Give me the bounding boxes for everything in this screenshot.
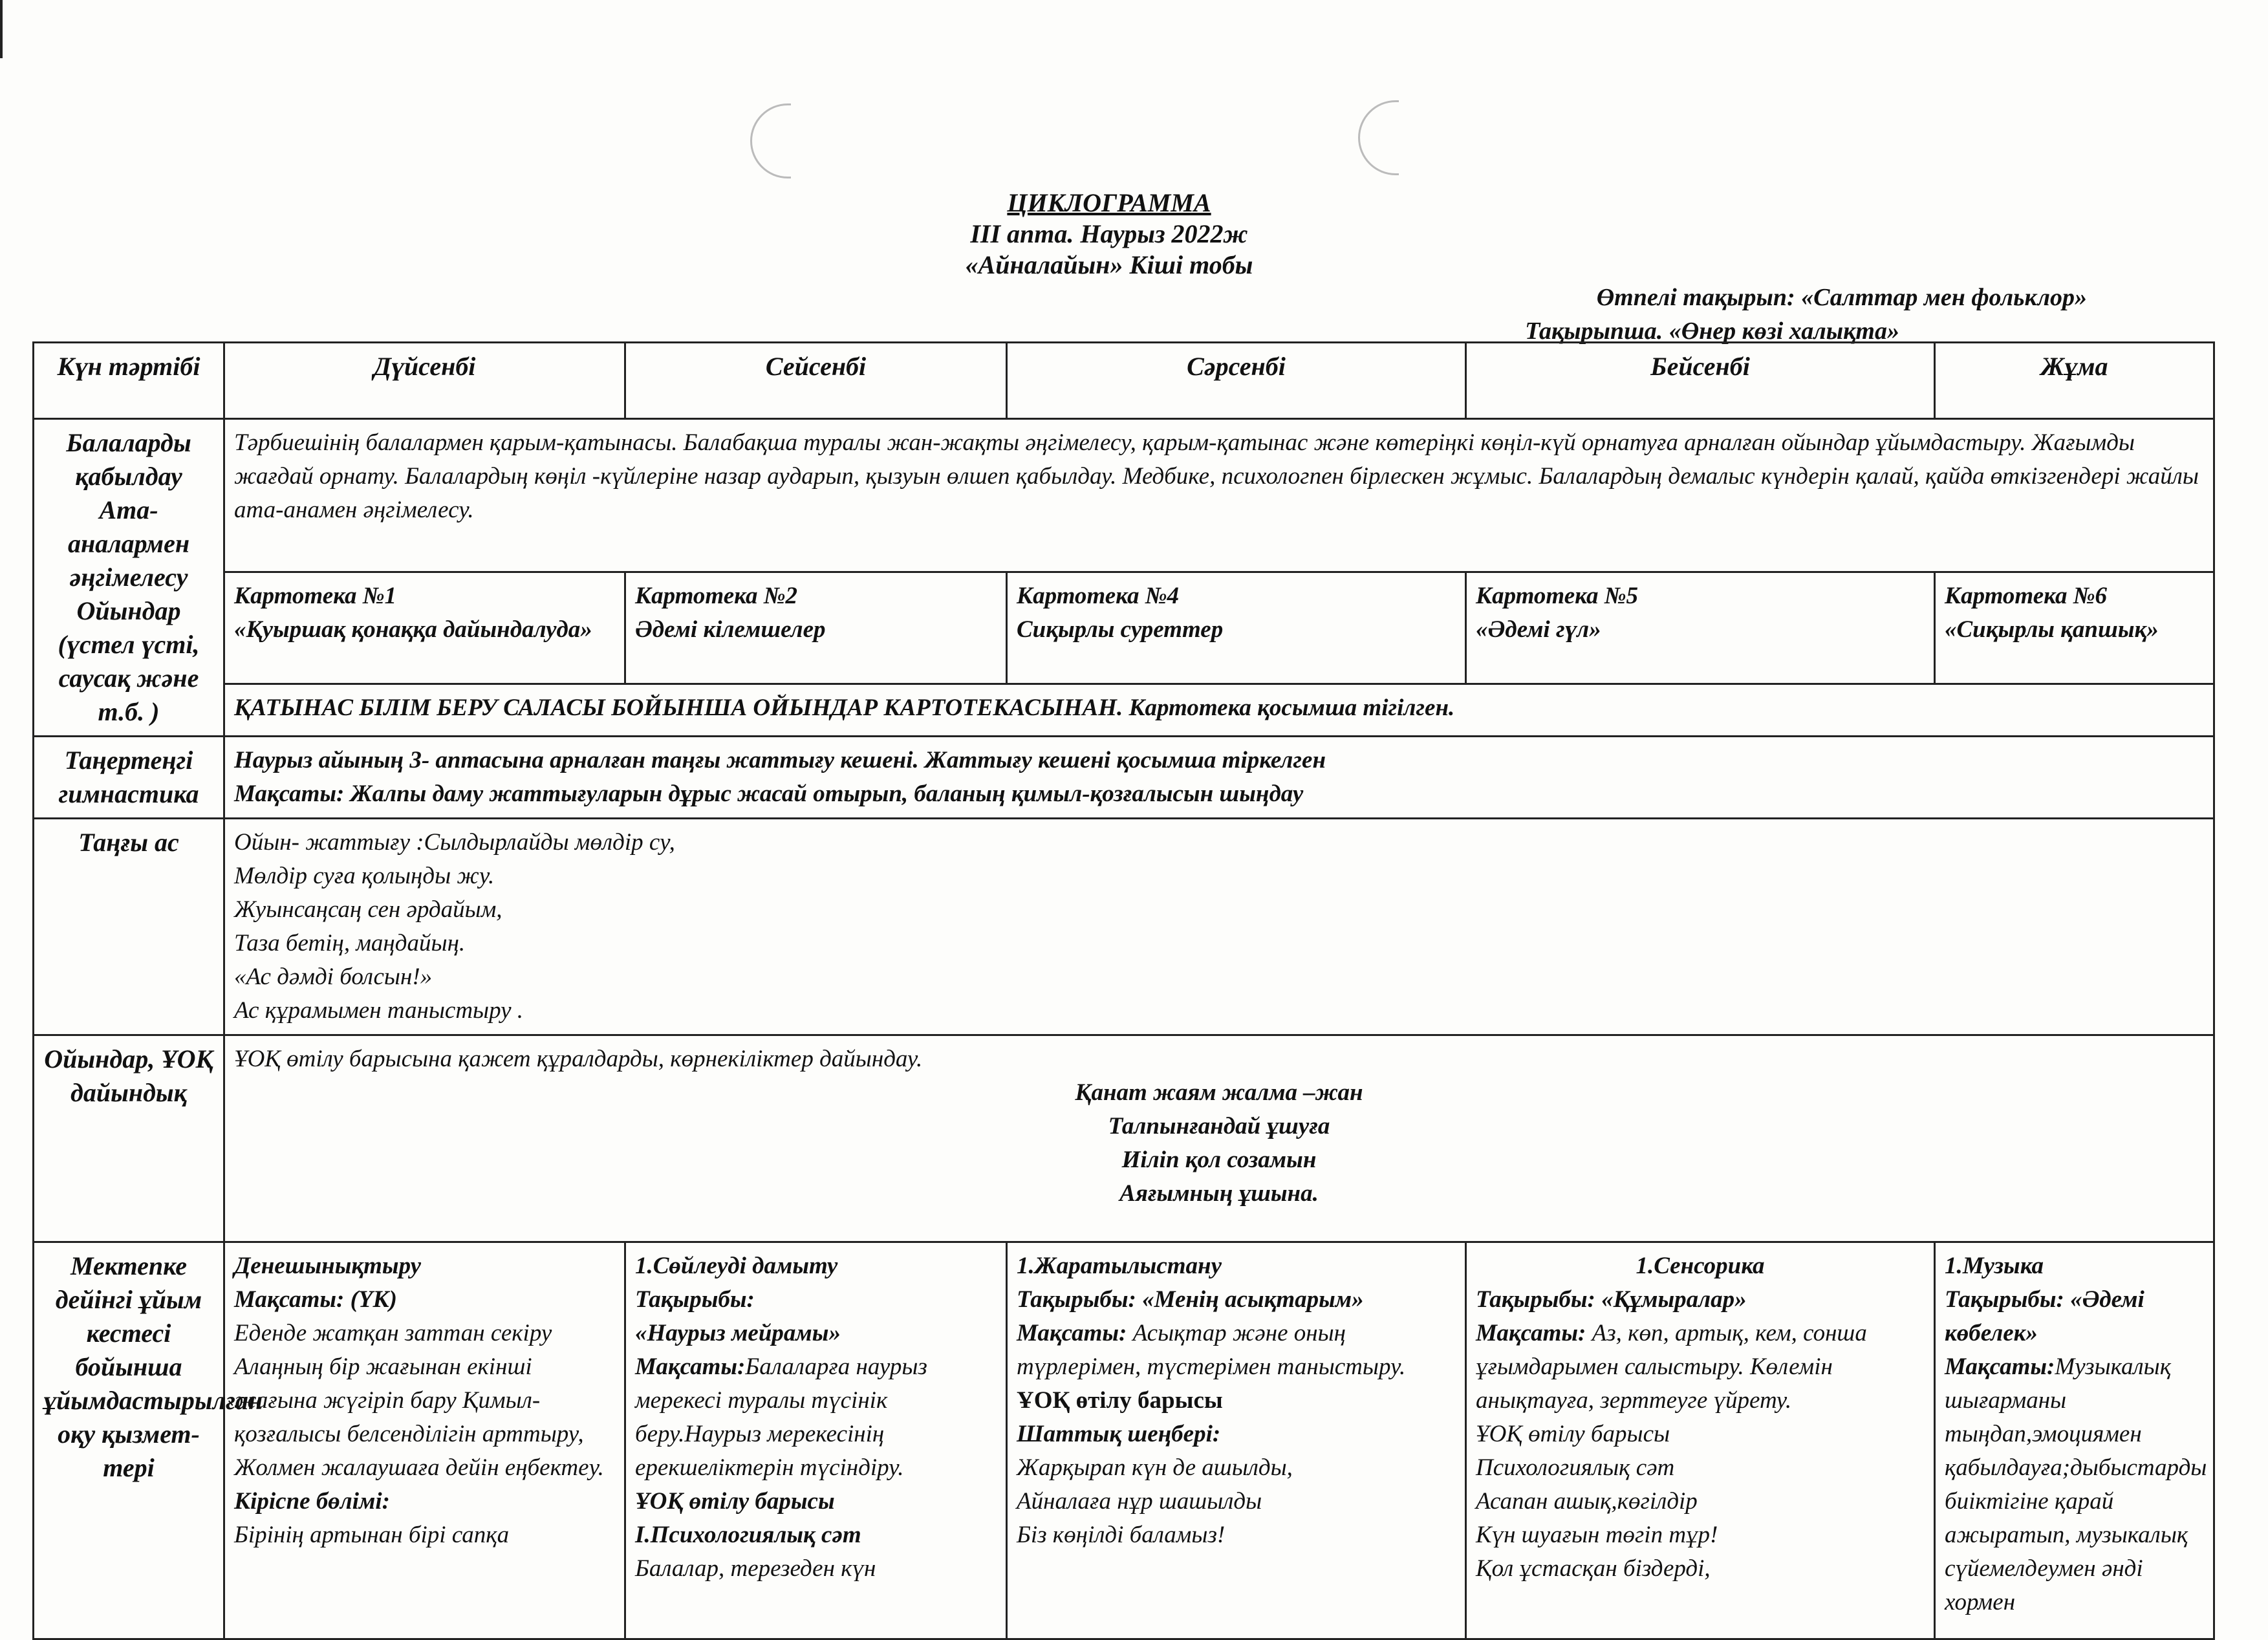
day-tuesday: Сейсенбі bbox=[625, 343, 1007, 419]
activity-tuesday: 1.Сөйлеуді дамыту Тақырыбы: «Наурыз мейрамы» Мақсаты:Балаларға наурыз мерекесі туралы түсінік беру.Наурыз мерекесінің ерекшеліктерін түсіндіру. ҰОҚ өтілу барысы І.Психологиялық сәт Балалар, терезеден күн bbox=[625, 1242, 1007, 1639]
games-note-row bbox=[34, 684, 2214, 737]
group-line: «Айналайын» Кіші тобы bbox=[965, 250, 1253, 279]
prep-text: ҰОҚ өтілу барысына қажет құралдарды, көрнекіліктер дайындау. Қанат жаям жалма –жан Талпынғандай ұшуға Иіліп қол созамын Аяғымның ұшына. bbox=[224, 1035, 2214, 1242]
corner-cell: Күн тәртібі bbox=[34, 343, 224, 419]
punch-hole-left bbox=[750, 103, 791, 178]
breakfast-row bbox=[34, 819, 2214, 1035]
gymnastics-label: Таңертеңгі гимнастика bbox=[34, 737, 224, 819]
subtheme: Тақырыпша. «Өнер көзі халықта» bbox=[1525, 318, 1899, 345]
schedule-table bbox=[32, 341, 2215, 1640]
prep-row bbox=[34, 1035, 2214, 1242]
prep-poem: Қанат жаям жалма –жан Талпынғандай ұшуға Иіліп қол созамын Аяғымның ұшына. bbox=[1075, 1079, 1363, 1207]
games-note: ҚАТЫНАС БІЛІМ БЕРУ САЛАСЫ БОЙЫНША ОЙЫНДАР КАРТОТЕКАСЫНАН. Картотека қосымша тігілген. bbox=[224, 684, 2214, 737]
day-wednesday: Сәрсенбі bbox=[1007, 343, 1466, 419]
card-wednesday: Картотека №4 Сиқырлы суреттер bbox=[1007, 572, 1466, 684]
scan-edge-mark bbox=[0, 0, 3, 58]
card-friday: Картотека №6 «Сиқырлы қапшық» bbox=[1935, 572, 2214, 684]
reception-text: Тәрбиешінің балалармен қарым-қатынасы. Балабақша туралы жан-жақты әңгімелесу, қарым-қатынас және көтеріңкі көңіл-күй орнатуға арналған ойындар ұйымдастыру. Жағымды жағдай орнату. Балалардың көңіл -күйлеріне назар аударып, қызуын өлшеп қабылдау. Медбике, психологпен бірлескен жұмыс. Балалардың демалыс күндерін қалай, қайда өткізгендері жайлы ата-анамен әңгімелесу. bbox=[224, 419, 2214, 572]
activity-thursday: 1.Сенсорика Тақырыбы: «Құмыралар» Мақсаты: Аз, көп, артық, кем, сонша ұғымдарымен салыстыру. Көлемін анықтауға, зерттеуге үйрету. ҰОҚ өтілу барысы Психологиялық сәт Асапан ашық,көгілдір Күн шуағын төгіп тұр! Қол ұстасқан біздерді, bbox=[1466, 1242, 1935, 1639]
activity-wednesday: 1.Жаратылыстану Тақырыбы: «Менің асықтарым» Мақсаты: Асықтар және оның түрлерімен, түстерімен таныстыру. ҰОҚ өтілу барысы Шаттық шеңбері: Жарқырап күн де ашылды, Айналаға нұр шашылды Біз көңілді баламыз! bbox=[1007, 1242, 1466, 1639]
card-monday: Картотека №1 «Қуыршақ қонаққа дайындалуда» bbox=[224, 572, 625, 684]
day-monday: Дүйсенбі bbox=[224, 343, 625, 419]
cards-row bbox=[34, 572, 2214, 684]
activity-friday: 1.Музыка Тақырыбы: «Әдемі көбелек» Мақсаты:Музыкалық шығарманы тыңдап,эмоциямен қабылдауға;дыбыстарды биіктігіне қарай ажыратып, музыкалық сүйемелдеумен әнді хормен bbox=[1935, 1242, 2214, 1639]
gymnastics-text: Наурыз айының 3- аптасына арналған таңғы жаттығу кешені. Жаттығу кешені қосымша тіркелген Мақсаты: Жалпы даму жаттығуларын дұрыс жасай отырып, баланың қимыл-қозғалысын шыңдау bbox=[224, 737, 2214, 819]
day-thursday: Бейсенбі bbox=[1466, 343, 1935, 419]
card-thursday: Картотека №5 «Әдемі гүл» bbox=[1466, 572, 1935, 684]
punch-hole-right bbox=[1358, 100, 1399, 175]
reception-label: Балаларды қабылдау Ата-аналармен әңгімелесу Ойындар (үстел үсті, саусақ және т.б. ) bbox=[34, 419, 224, 737]
card-tuesday: Картотека №2 Әдемі кілемшелер bbox=[625, 572, 1007, 684]
transitional-theme: Өтпелі тақырып: «Салттар мен фольклор» bbox=[1596, 284, 2087, 311]
document-header bbox=[0, 188, 2218, 281]
activities-label: Мектепке дейінгі ұйым кестесі бойынша ұйымдастырылған оқу қызмет-тері bbox=[34, 1242, 224, 1639]
breakfast-label: Таңғы ас bbox=[34, 819, 224, 1035]
reception-row bbox=[34, 419, 2214, 572]
activities-row bbox=[34, 1242, 2214, 1639]
gymnastics-row bbox=[34, 737, 2214, 819]
breakfast-text: Ойын- жаттығу :Сылдырлайды мөлдір су, Мөлдір суға қолыңды жу. Жуынсаңсаң сен әрдайым, Таза бетің, маңдайың. «Ас дәмді болсын!» Ас құрамымен таныстыру . bbox=[224, 819, 2214, 1035]
table-header-row bbox=[34, 343, 2214, 419]
activity-monday: Денешынықтыру Мақсаты: (ҮК) Еденде жатқан заттан секіру Алаңның бір жағынан екінші жағына жүгіріп бару Қимыл-қозғалысы белсенділігін арттыру, Жолмен жалаушаға дейін еңбектеу. Кіріспе бөлімі: Бірінің артынан бірі сапқа bbox=[224, 1242, 625, 1639]
week-line: ІІІ апта. Наурыз 2022ж bbox=[970, 219, 1248, 248]
day-friday: Жұма bbox=[1935, 343, 2214, 419]
page-title: ЦИКЛОГРАММА bbox=[1007, 188, 1211, 217]
prep-label: Ойындар, ҰОҚ дайындық bbox=[34, 1035, 224, 1242]
